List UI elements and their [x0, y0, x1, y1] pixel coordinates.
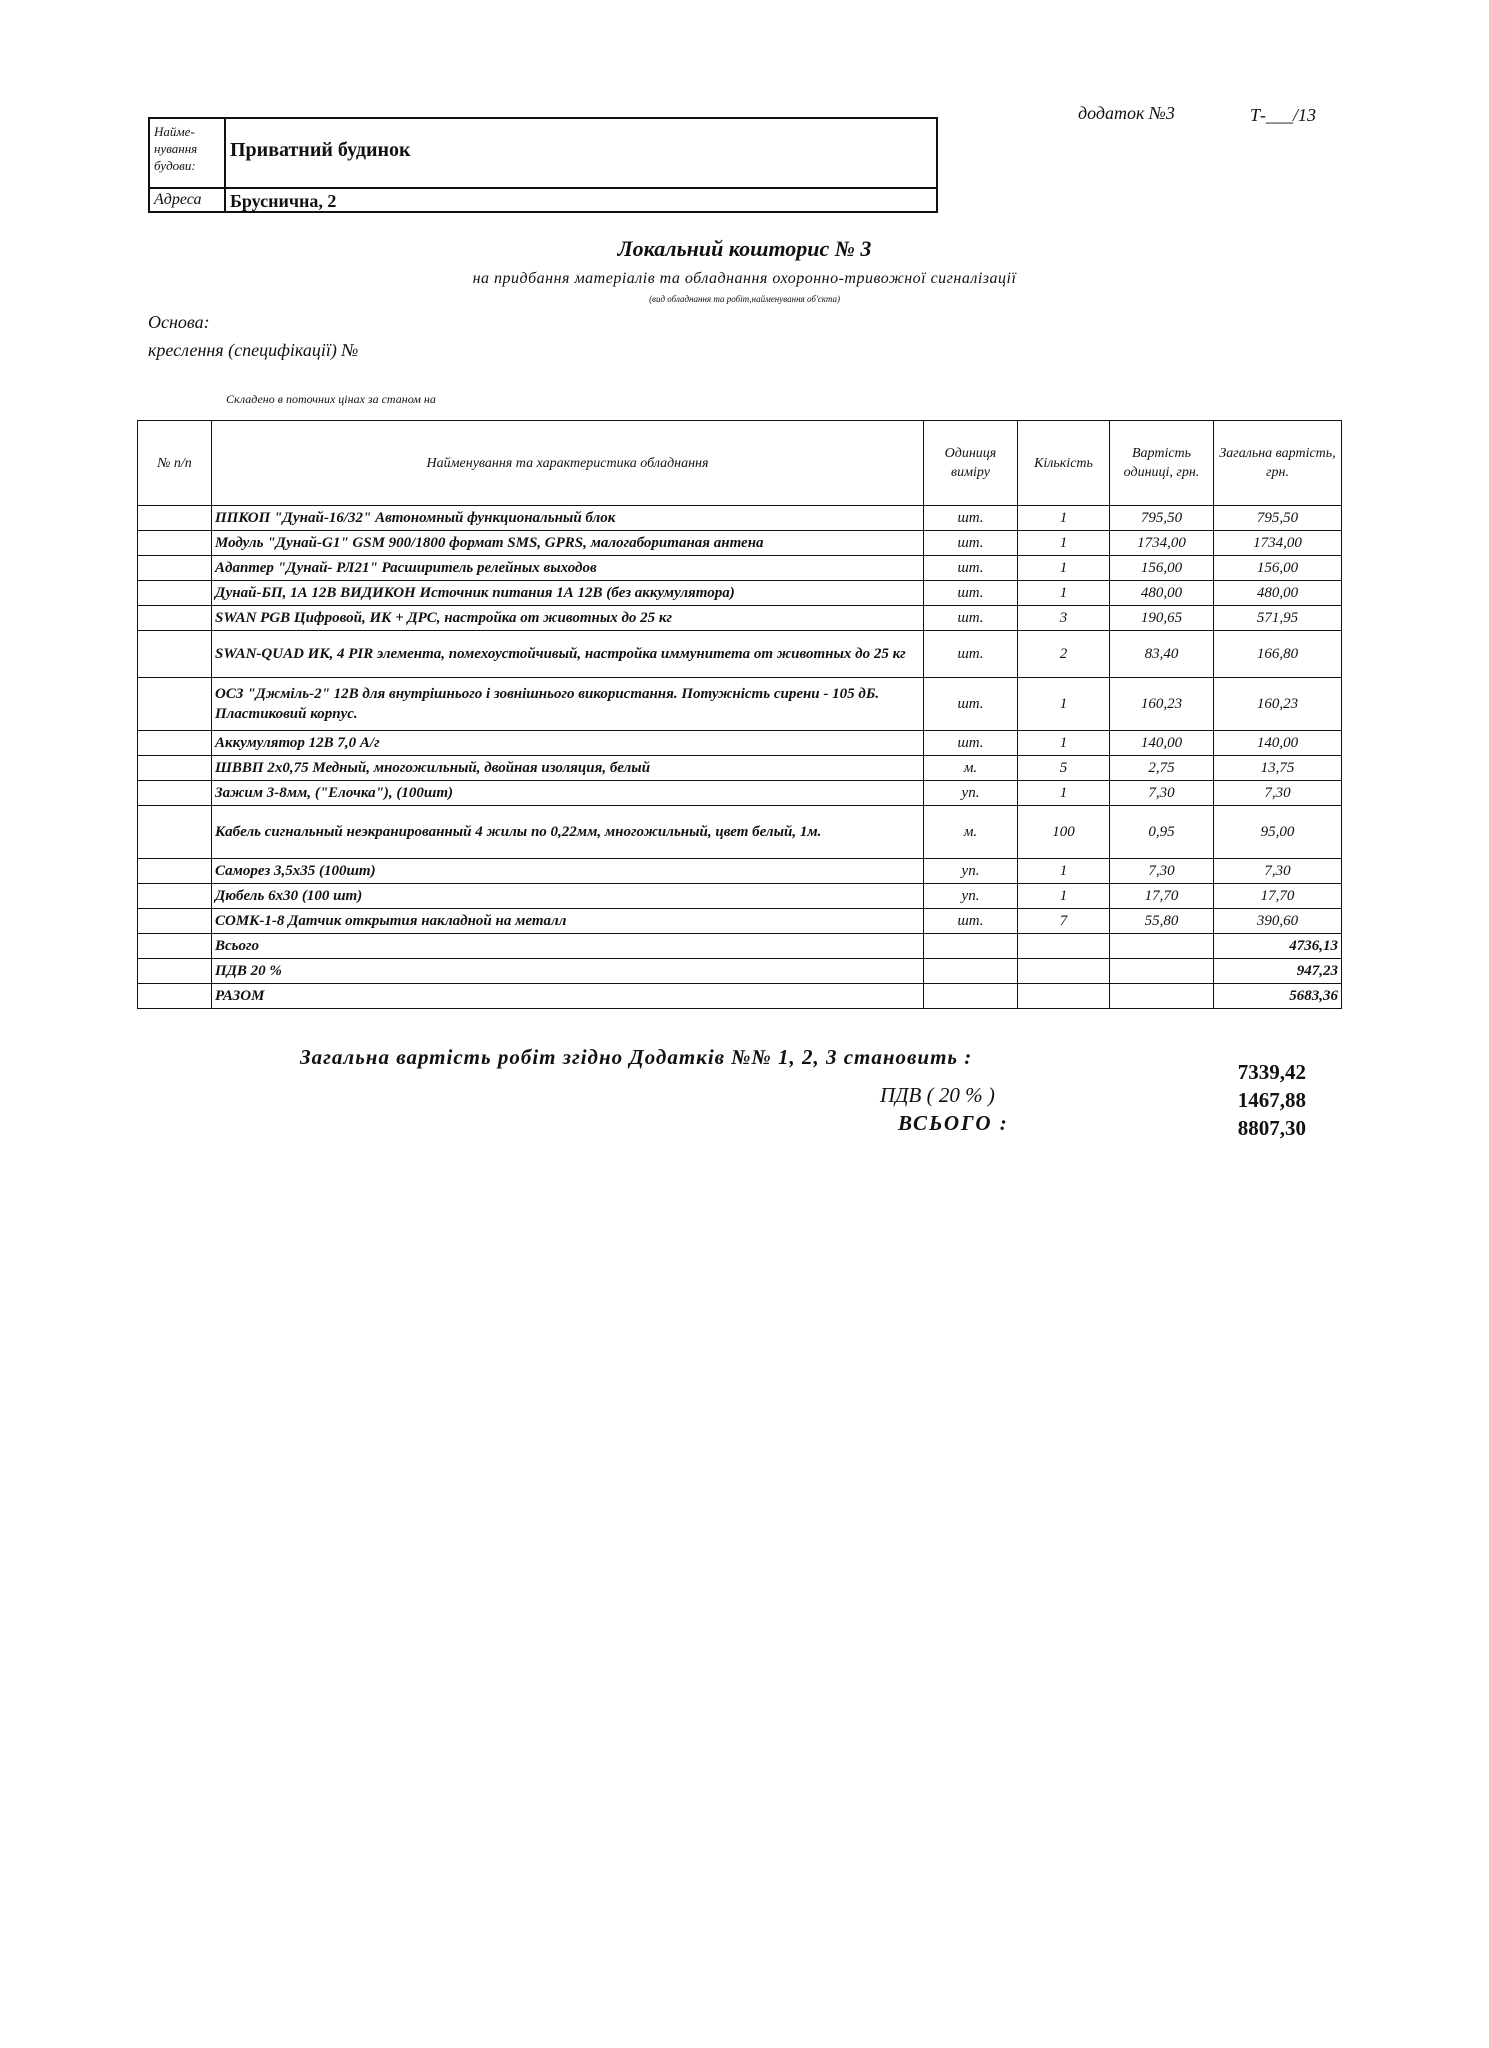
- item-total: 390,60: [1214, 909, 1342, 934]
- col-header-qty: Кількість: [1018, 421, 1110, 506]
- basis-label: Основа:: [148, 312, 210, 332]
- item-qty: 1: [1018, 531, 1110, 556]
- item-name: Адаптер "Дунай- РЛ21" Расширитель релейных выходов: [212, 556, 924, 581]
- item-name: Аккумулятор 12В 7,0 А/г: [212, 731, 924, 756]
- document-subtitle: на придбання матеріалів та обладнання охоронно-тривожної сигналізації: [472, 270, 1017, 287]
- table-row: [138, 631, 1342, 678]
- table-row: [138, 756, 1342, 781]
- table-row: [138, 606, 1342, 631]
- item-total: 13,75: [1214, 756, 1342, 781]
- item-name: СОМК-1-8 Датчик открытия накладной на металл: [212, 909, 924, 934]
- empty-cell: [138, 984, 212, 1009]
- summary-value: 4736,13: [1214, 934, 1342, 959]
- item-qty: 3: [1018, 606, 1110, 631]
- summary-value: 5683,36: [1214, 984, 1342, 1009]
- item-price: 1734,00: [1110, 531, 1214, 556]
- empty-cell: [924, 984, 1018, 1009]
- table-row: [138, 678, 1342, 731]
- item-price: 160,23: [1110, 678, 1214, 731]
- address-label: Адреса: [150, 189, 226, 213]
- item-unit: уп.: [924, 781, 1018, 806]
- summary-row-total: [138, 984, 1342, 1009]
- item-total: 160,23: [1214, 678, 1342, 731]
- object-name-label-line: Найме-: [154, 124, 195, 139]
- summary-row-vat: [138, 959, 1342, 984]
- table-row: [138, 556, 1342, 581]
- item-unit: уп.: [924, 859, 1018, 884]
- estimate-table: [137, 420, 1342, 1009]
- table-row: [138, 859, 1342, 884]
- grand-all-value: 8807,30: [1237, 1116, 1306, 1140]
- summary-label: РАЗОМ: [212, 984, 924, 1009]
- item-total: 795,50: [1214, 506, 1342, 531]
- item-qty: 5: [1018, 756, 1110, 781]
- summary-label: Всього: [212, 934, 924, 959]
- item-name: Саморез 3,5х35 (100шт): [212, 859, 924, 884]
- item-qty: 2: [1018, 631, 1110, 678]
- item-name: Дунай-БП, 1А 12В ВИДИКОН Источник питания 1А 12В (без аккумулятора): [212, 581, 924, 606]
- summary-row-subtotal: [138, 934, 1342, 959]
- item-name: Кабель сигнальный неэкранированный 4 жилы по 0,22мм, многожильный, цвет белый, 1м.: [212, 806, 924, 859]
- empty-cell: [138, 934, 212, 959]
- document-subtitle-note: (вид обладнання та робіт,найменування об'єкта): [649, 294, 840, 304]
- item-qty: 1: [1018, 781, 1110, 806]
- col-header-unit-price: Вартість одиниці, грн.: [1110, 421, 1214, 506]
- item-name: ОСЗ "Джміль-2" 12В для внутрішнього і зовнішнього використання. Потужність сирени - 105 дБ. Пластиковий корпус.: [212, 678, 924, 731]
- item-unit: м.: [924, 756, 1018, 781]
- item-qty: 1: [1018, 884, 1110, 909]
- item-price: 140,00: [1110, 731, 1214, 756]
- item-name: Дюбель 6х30 (100 шт): [212, 884, 924, 909]
- item-total: 95,00: [1214, 806, 1342, 859]
- item-unit: шт.: [924, 909, 1018, 934]
- object-name-row: [150, 119, 936, 189]
- item-unit: уп.: [924, 884, 1018, 909]
- row-num: [138, 631, 212, 678]
- item-name: ППКОП "Дунай-16/32" Автономный функциональный блок: [212, 506, 924, 531]
- item-unit: шт.: [924, 581, 1018, 606]
- row-num: [138, 806, 212, 859]
- item-price: 2,75: [1110, 756, 1214, 781]
- document-title: Локальний кошторис № 3: [617, 236, 872, 261]
- item-total: 7,30: [1214, 859, 1342, 884]
- address-value: Бруснична, 2: [230, 191, 337, 211]
- object-header-box: [148, 117, 938, 213]
- item-price: 7,30: [1110, 859, 1214, 884]
- item-qty: 1: [1018, 859, 1110, 884]
- item-qty: 1: [1018, 556, 1110, 581]
- item-price: 17,70: [1110, 884, 1214, 909]
- item-total: 7,30: [1214, 781, 1342, 806]
- item-price: 480,00: [1110, 581, 1214, 606]
- summary-label: ПДВ 20 %: [212, 959, 924, 984]
- row-num: [138, 606, 212, 631]
- item-qty: 1: [1018, 731, 1110, 756]
- empty-cell: [924, 959, 1018, 984]
- item-price: 156,00: [1110, 556, 1214, 581]
- item-price: 795,50: [1110, 506, 1214, 531]
- drawings-label: креслення (специфікації) №: [148, 340, 359, 360]
- row-num: [138, 581, 212, 606]
- table-row: [138, 806, 1342, 859]
- table-row: [138, 506, 1342, 531]
- appendix-label: додаток №3: [1078, 103, 1175, 123]
- item-unit: м.: [924, 806, 1018, 859]
- item-qty: 1: [1018, 678, 1110, 731]
- object-name-label-line: нування: [154, 141, 198, 156]
- item-name: SWAN-QUAD ИК, 4 PIR элемента, помехоустойчивый, настройка иммунитета от животных до 25 кг: [212, 631, 924, 678]
- grand-total-label: Загальна вартість робіт згідно Додатків №№ 1, 2, 3 становить :: [300, 1045, 973, 1069]
- item-unit: шт.: [924, 631, 1018, 678]
- object-name-label: [150, 119, 226, 187]
- table-row: [138, 909, 1342, 934]
- grand-vat-value: 1467,88: [1237, 1088, 1306, 1112]
- empty-cell: [1018, 959, 1110, 984]
- item-total: 480,00: [1214, 581, 1342, 606]
- grand-total-value: 7339,42: [1237, 1060, 1306, 1084]
- item-qty: 7: [1018, 909, 1110, 934]
- col-header-unit: Одиниця виміру: [924, 421, 1018, 506]
- item-unit: шт.: [924, 556, 1018, 581]
- empty-cell: [1110, 959, 1214, 984]
- table-row: [138, 531, 1342, 556]
- empty-cell: [138, 959, 212, 984]
- item-name: Модуль "Дунай-G1" GSM 900/1800 формат SMS, GPRS, малогабоританая антена: [212, 531, 924, 556]
- item-unit: шт.: [924, 606, 1018, 631]
- grand-vat-label: ПДВ ( 20 % ): [880, 1083, 995, 1107]
- item-price: 0,95: [1110, 806, 1214, 859]
- col-header-name: Найменування та характеристика обладнання: [212, 421, 924, 506]
- col-header-num: № п/п: [138, 421, 212, 506]
- item-total: 1734,00: [1214, 531, 1342, 556]
- item-unit: шт.: [924, 506, 1018, 531]
- address-row: [150, 189, 936, 213]
- item-qty: 1: [1018, 506, 1110, 531]
- item-qty: 100: [1018, 806, 1110, 859]
- table-row: [138, 581, 1342, 606]
- grand-all-label: ВСЬОГО :: [898, 1111, 1009, 1135]
- t-number: Т-___/13: [1250, 105, 1317, 125]
- item-unit: шт.: [924, 731, 1018, 756]
- row-num: [138, 531, 212, 556]
- table-row: [138, 781, 1342, 806]
- row-num: [138, 506, 212, 531]
- row-num: [138, 781, 212, 806]
- empty-cell: [924, 934, 1018, 959]
- row-num: [138, 756, 212, 781]
- table-row: [138, 731, 1342, 756]
- item-name: Зажим 3-8мм, ("Елочка"), (100шт): [212, 781, 924, 806]
- row-num: [138, 556, 212, 581]
- summary-value: 947,23: [1214, 959, 1342, 984]
- item-price: 7,30: [1110, 781, 1214, 806]
- item-qty: 1: [1018, 581, 1110, 606]
- row-num: [138, 731, 212, 756]
- item-price: 83,40: [1110, 631, 1214, 678]
- item-price: 55,80: [1110, 909, 1214, 934]
- item-unit: шт.: [924, 531, 1018, 556]
- empty-cell: [1018, 984, 1110, 1009]
- col-header-total: Загальна вартість, грн.: [1214, 421, 1342, 506]
- row-num: [138, 884, 212, 909]
- empty-cell: [1110, 984, 1214, 1009]
- empty-cell: [1018, 934, 1110, 959]
- table-row: [138, 884, 1342, 909]
- item-name: SWAN PGB Цифровой, ИК + ДРС, настройка от животных до 25 кг: [212, 606, 924, 631]
- object-name-label-line: будови:: [154, 158, 196, 173]
- table-header-row: [138, 421, 1342, 506]
- item-unit: шт.: [924, 678, 1018, 731]
- item-price: 190,65: [1110, 606, 1214, 631]
- prices-note: Складено в поточних цінах за станом на: [226, 392, 436, 406]
- row-num: [138, 859, 212, 884]
- object-name-value: Приватний будинок: [230, 139, 411, 161]
- item-total: 166,80: [1214, 631, 1342, 678]
- row-num: [138, 909, 212, 934]
- item-total: 140,00: [1214, 731, 1342, 756]
- item-total: 571,95: [1214, 606, 1342, 631]
- item-total: 156,00: [1214, 556, 1342, 581]
- item-name: ШВВП 2х0,75 Медный, многожильный, двойная изоляция, белый: [212, 756, 924, 781]
- item-total: 17,70: [1214, 884, 1342, 909]
- empty-cell: [1110, 934, 1214, 959]
- row-num: [138, 678, 212, 731]
